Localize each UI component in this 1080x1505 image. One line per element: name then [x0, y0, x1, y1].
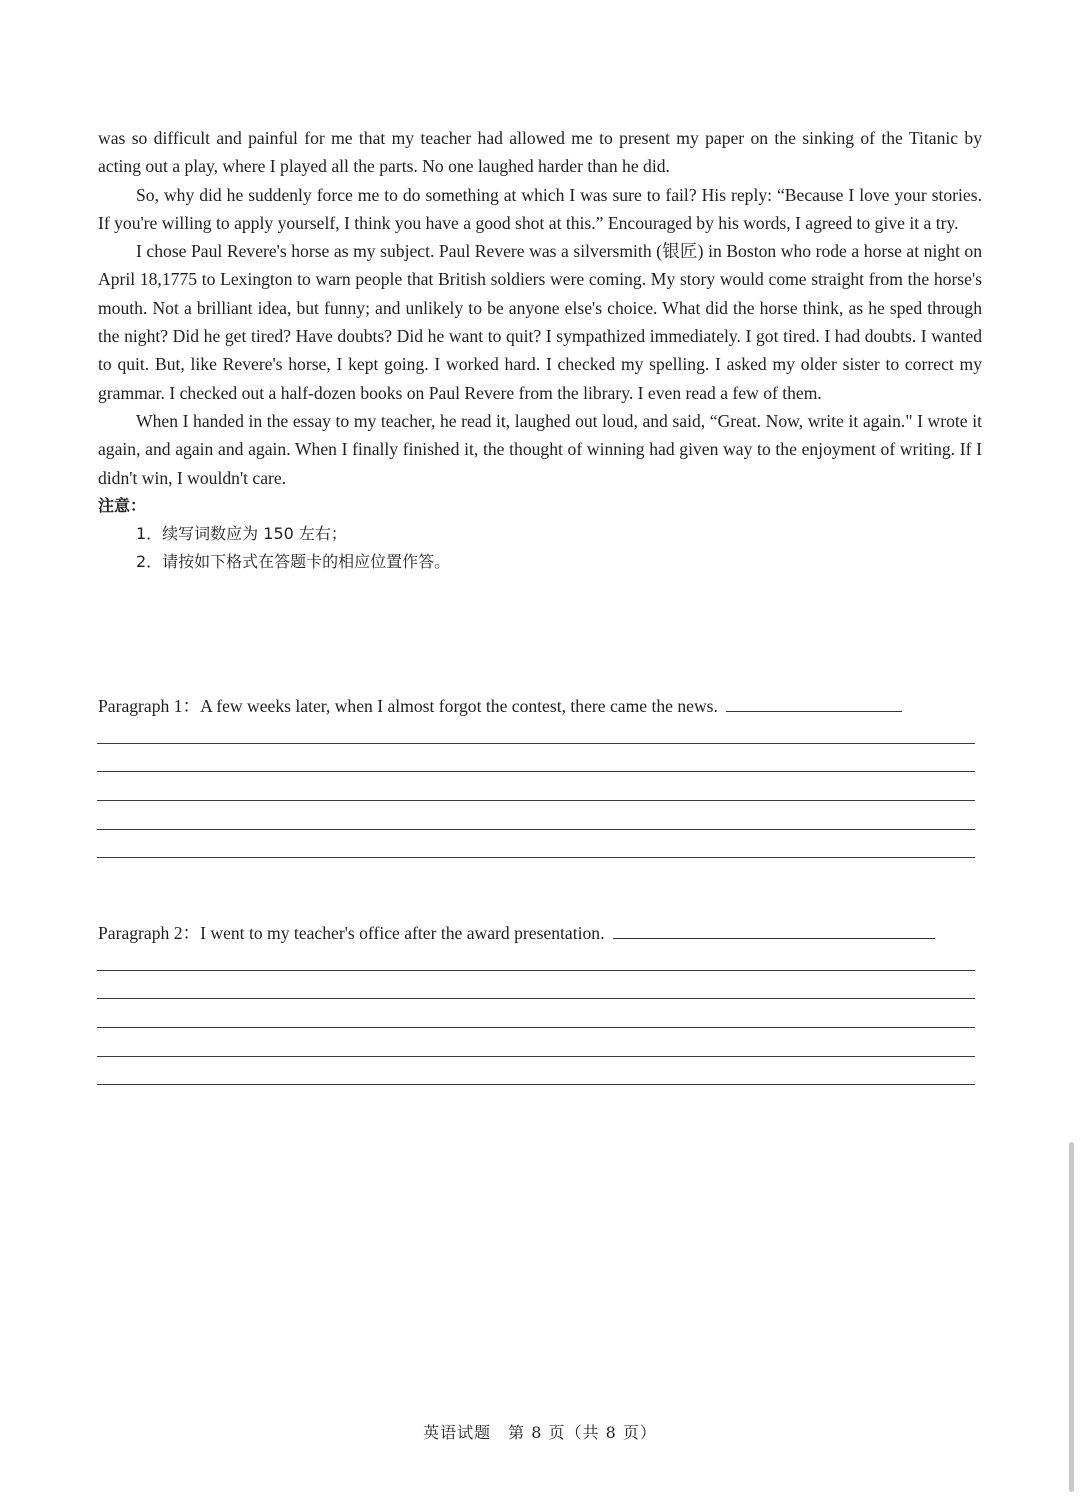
paragraph-1-writing-line[interactable] — [97, 743, 975, 744]
paragraph-1-prompt — [98, 694, 902, 718]
paragraph-1-writing-line[interactable] — [97, 800, 975, 801]
paragraph-1-prompt-text: Paragraph 1：A few weeks later, when I almost forgot the contest, there came the news. — [98, 696, 718, 716]
passage-paragraph-1: was so difficult and painful for me that my teacher had allowed me to present my paper on the sinking of the Titanic by acting out a play, where I played all the parts. No one laughed harder than he did. — [98, 128, 982, 177]
paragraph-2-prompt — [98, 921, 935, 945]
passage-paragraph-3: I chose Paul Revere's horse as my subject. Paul Revere was a silversmith (银匠) in Boston who rode a horse at night on April 18,1775 to Lexington to warn people that British soldiers were coming. My story would come straight from the horse's mouth. Not a brilliant idea, but funny; and unlikely to be anyone else's choice. What did the horse think, as he sped through the night? Did he get tired? Have doubts? Did he want to quit? I sympathized immediately. I got tired. I had doubts. I wanted to quit. But, like Revere's horse, I kept going. I worked hard. I checked my spelling. I asked my older sister to correct my grammar. I checked out a half-dozen books on Paul Revere from the library. I even read a few of them. — [98, 241, 982, 403]
passage-paragraph-2: So, why did he suddenly force me to do something at which I was sure to fail? His reply: “Because I love your stories. If you're willing to apply yourself, I think you have a good shot at this.” Encouraged by his words, I agreed to give it a try. — [98, 184, 982, 233]
paragraph-2-prompt-text: Paragraph 2：I went to my teacher's office after the award presentation. — [98, 923, 605, 943]
paragraph-1-writing-line[interactable] — [97, 857, 975, 858]
scrollbar-thumb[interactable] — [1069, 1142, 1074, 1492]
paragraph-1-writing-line[interactable] — [97, 771, 975, 772]
notes-title: 注意： — [98, 495, 147, 515]
note-item-1: 1．续写词数应为 150 左右； — [136, 524, 347, 544]
paragraph-1-writing-line[interactable] — [97, 829, 975, 830]
paragraph-2-writing-line[interactable] — [97, 970, 975, 971]
paragraph-2-writing-line[interactable] — [97, 1084, 975, 1085]
paragraph-2-writing-line[interactable] — [97, 998, 975, 999]
paragraph-2-first-line-blank[interactable] — [613, 924, 935, 939]
page-footer: 英语试题 第 8 页（共 8 页） — [423, 1423, 657, 1442]
passage-paragraph-4: When I handed in the essay to my teacher, he read it, laughed out loud, and said, “Great. Now, write it again." I wrote it again, and again and again. When I finally finished it, the thought of winning had given way to the enjoyment of writing. If I didn't win, I wouldn't care. — [98, 410, 982, 488]
note-item-2: 2．请按如下格式在答题卡的相应位置作答。 — [136, 552, 451, 572]
paragraph-2-writing-line[interactable] — [97, 1027, 975, 1028]
paragraph-2-writing-line[interactable] — [97, 1056, 975, 1057]
paragraph-1-first-line-blank[interactable] — [726, 697, 902, 712]
passage — [98, 124, 982, 577]
